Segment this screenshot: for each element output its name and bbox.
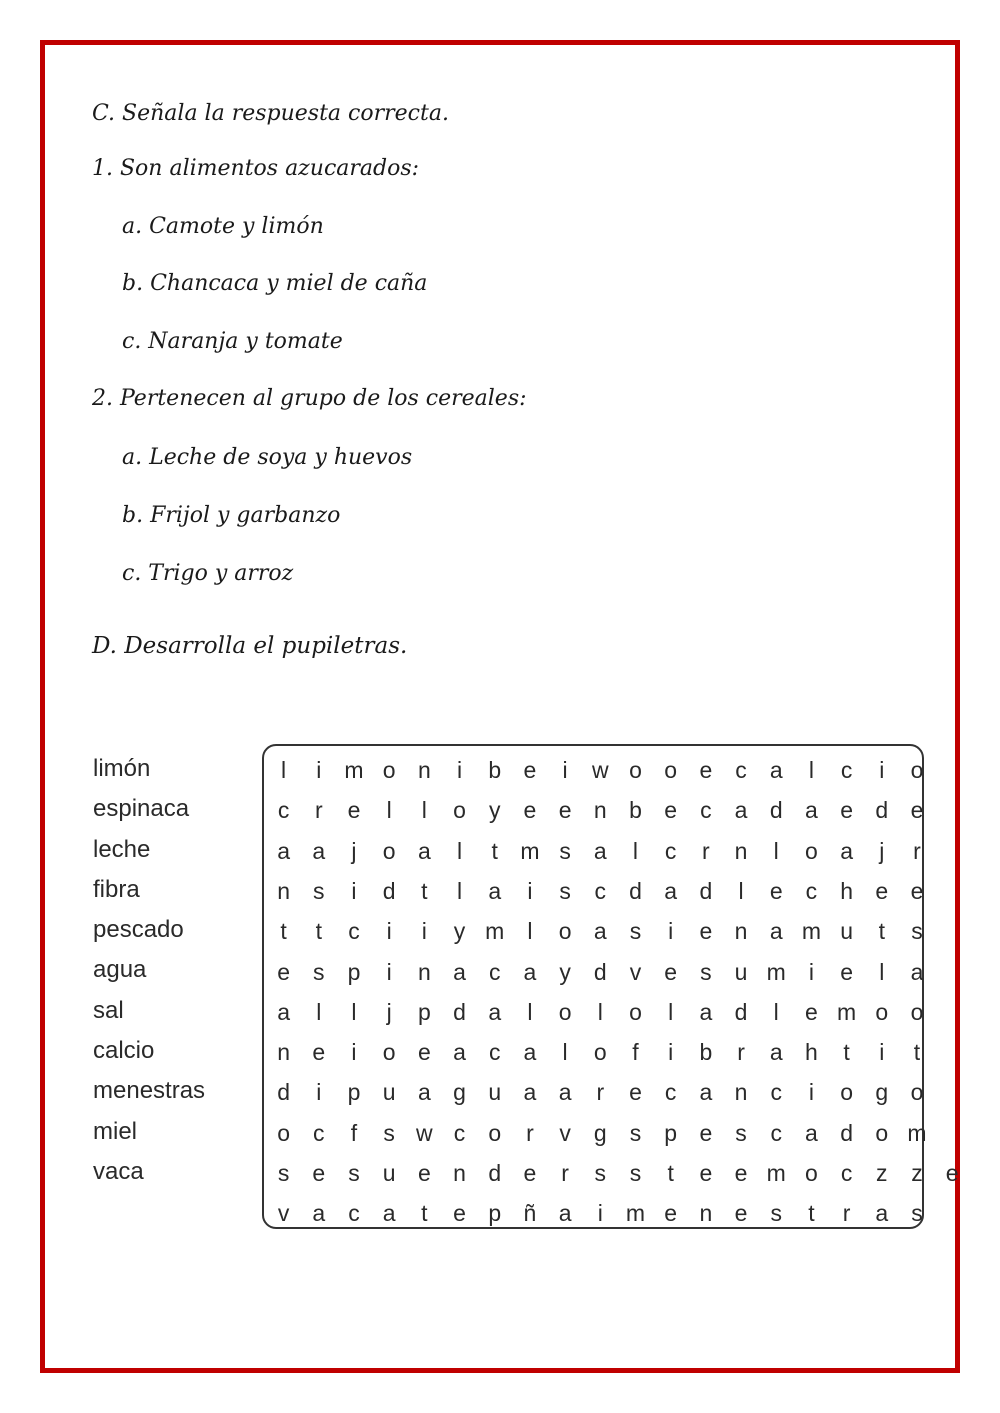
grid-letter[interactable]: n	[453, 1160, 466, 1186]
grid-letter[interactable]: c	[488, 1039, 501, 1066]
grid-letter[interactable]: e	[875, 877, 889, 904]
grid-letter[interactable]: n	[734, 1079, 748, 1106]
grid-letter[interactable]: e	[523, 797, 537, 824]
grid-letter[interactable]: e	[664, 1200, 678, 1227]
grid-letter[interactable]: e	[734, 1160, 748, 1186]
grid-letter[interactable]: v	[629, 958, 642, 985]
grid-letter[interactable]: l	[562, 1039, 568, 1066]
grid-letter[interactable]: p	[488, 1200, 502, 1227]
grid-letter[interactable]: r	[596, 1079, 605, 1106]
grid-letter[interactable]: f	[632, 1039, 639, 1066]
grid-letter[interactable]: i	[879, 757, 885, 783]
grid-row	[266, 1072, 935, 1112]
grid-letter[interactable]: l	[527, 918, 533, 945]
grid-letter[interactable]: i	[316, 757, 322, 783]
grid-letter[interactable]: c	[700, 797, 712, 824]
grid-letter[interactable]: l	[351, 998, 357, 1025]
grid-letter[interactable]: ñ	[523, 1200, 537, 1227]
grid-letter[interactable]: t	[315, 918, 322, 945]
grid-letter[interactable]: m	[625, 1200, 646, 1227]
grid-letter[interactable]: m	[837, 998, 857, 1025]
grid-letter[interactable]: e	[699, 918, 713, 945]
grid-letter[interactable]: u	[382, 1079, 396, 1106]
grid-letter[interactable]: s	[911, 1200, 923, 1227]
grid-letter[interactable]: c	[488, 958, 501, 985]
grid-letter[interactable]: l	[773, 998, 779, 1025]
grid-letter[interactable]: j	[879, 837, 885, 864]
grid-letter[interactable]: o	[910, 1079, 924, 1106]
grid-letter[interactable]: i	[316, 1079, 322, 1106]
grid-letter[interactable]: d	[734, 998, 748, 1025]
grid-letter[interactable]: e	[664, 797, 678, 824]
word-list-item: calcio	[93, 1037, 155, 1065]
grid-letter[interactable]: n	[734, 918, 748, 945]
grid-letter[interactable]: c	[664, 837, 677, 864]
grid-letter[interactable]: y	[488, 797, 501, 824]
grid-letter[interactable]: s	[383, 1119, 395, 1146]
question-2-option-a[interactable]: a. Leche de soya y huevos	[122, 445, 413, 470]
grid-letter[interactable]: e	[277, 958, 290, 985]
grid-letter[interactable]: c	[840, 1160, 853, 1186]
grid-letter[interactable]: i	[386, 958, 392, 985]
grid-letter[interactable]: i	[351, 877, 357, 904]
grid-letter[interactable]: s	[911, 918, 923, 945]
grid-letter[interactable]: o	[558, 918, 572, 945]
grid-letter[interactable]: s	[700, 958, 712, 985]
grid-letter[interactable]: l	[773, 837, 779, 864]
grid-letter[interactable]: a	[805, 797, 818, 824]
grid-letter[interactable]: n	[277, 877, 290, 904]
grid-letter[interactable]: d	[453, 998, 466, 1025]
grid-letter[interactable]: o	[629, 757, 642, 783]
grid-letter[interactable]: a	[840, 837, 853, 864]
grid-letter[interactable]: d	[277, 1079, 290, 1106]
grid-letter[interactable]: d	[875, 797, 889, 824]
word-list-item: fibra	[93, 875, 140, 903]
grid-letter[interactable]: e	[417, 1160, 431, 1186]
word-list-item: menestras	[93, 1077, 206, 1105]
grid-letter[interactable]: r	[314, 797, 323, 824]
grid-letter[interactable]: e	[523, 757, 537, 783]
grid-letter[interactable]: r	[526, 1119, 534, 1146]
grid-letter[interactable]: u	[840, 918, 853, 945]
grid-letter[interactable]: o	[875, 1119, 889, 1146]
grid-letter[interactable]: c	[805, 877, 818, 904]
grid-letter[interactable]: a	[805, 1119, 818, 1146]
grid-letter[interactable]: s	[313, 958, 325, 985]
grid-letter[interactable]: s	[629, 1119, 642, 1146]
grid-letter[interactable]: l	[668, 998, 674, 1025]
grid-letter[interactable]: e	[769, 877, 783, 904]
grid-row	[266, 992, 935, 1032]
section-d-title: D. Desarrolla el pupiletras.	[92, 633, 408, 659]
grid-letter[interactable]: w	[591, 757, 609, 783]
grid-letter[interactable]: j	[386, 998, 392, 1025]
grid-letter[interactable]: t	[421, 1200, 428, 1227]
grid-letter[interactable]: l	[456, 837, 463, 864]
grid-letter[interactable]: d	[840, 1119, 853, 1146]
grid-letter[interactable]: v	[559, 1119, 571, 1146]
word-list-item: espinaca	[93, 795, 190, 823]
word-list-item: limón	[93, 755, 151, 782]
grid-letter[interactable]: e	[945, 1160, 959, 1186]
grid-letter[interactable]: e	[664, 958, 678, 985]
grid-letter[interactable]: l	[597, 998, 603, 1025]
grid-letter[interactable]: a	[523, 1039, 537, 1066]
grid-letter[interactable]: m	[907, 1119, 927, 1146]
grid-letter[interactable]: o	[382, 1039, 396, 1066]
grid-letter[interactable]: r	[842, 1200, 851, 1227]
grid-letter[interactable]: e	[699, 1119, 713, 1146]
word-list-item: sal	[93, 996, 124, 1024]
grid-letter[interactable]: c	[735, 757, 747, 783]
grid-letter[interactable]: e	[805, 998, 818, 1025]
grid-letter[interactable]: a	[417, 837, 431, 864]
word-list-item: pescado	[93, 916, 184, 944]
word-list-item: miel	[93, 1117, 138, 1145]
grid-letter[interactable]: o	[805, 1160, 818, 1186]
grid-letter[interactable]: n	[417, 757, 431, 783]
grid-letter[interactable]: l	[386, 797, 392, 824]
grid-letter[interactable]: i	[527, 877, 533, 904]
grid-letter[interactable]: e	[558, 797, 572, 824]
grid-letter[interactable]: d	[488, 1160, 502, 1186]
grid-letter[interactable]: t	[280, 918, 287, 945]
grid-letter[interactable]: s	[277, 1160, 290, 1186]
grid-letter[interactable]: i	[351, 1039, 357, 1066]
grid-letter[interactable]: n	[699, 1200, 713, 1227]
grid-letter[interactable]: t	[491, 837, 498, 864]
grid-letter[interactable]: p	[417, 998, 431, 1025]
grid-letter[interactable]: a	[558, 1079, 572, 1106]
grid-letter[interactable]: c	[664, 1079, 677, 1106]
grid-letter[interactable]: o	[629, 998, 642, 1025]
grid-letter[interactable]: a	[417, 1079, 431, 1106]
grid-letter[interactable]: a	[699, 1079, 713, 1106]
grid-letter[interactable]: o	[453, 797, 466, 824]
grid-letter[interactable]: s	[735, 1119, 747, 1146]
grid-letter[interactable]: c	[840, 757, 853, 783]
grid-letter[interactable]: e	[453, 1200, 466, 1227]
grid-letter[interactable]: o	[805, 837, 818, 864]
grid-letter[interactable]: i	[808, 958, 814, 985]
grid-letter[interactable]: d	[629, 877, 642, 904]
grid-letter[interactable]: u	[382, 1160, 396, 1186]
grid-letter[interactable]: a	[593, 837, 607, 864]
grid-letter[interactable]: f	[350, 1119, 358, 1146]
grid-letter[interactable]: w	[416, 1119, 433, 1146]
grid-letter[interactable]: z	[911, 1160, 923, 1186]
word-search-grid[interactable]	[262, 744, 959, 1229]
grid-letter[interactable]: l	[808, 757, 814, 783]
grid-letter[interactable]: o	[488, 1119, 502, 1146]
grid-letter[interactable]: a	[277, 837, 290, 864]
grid-letter[interactable]: o	[558, 998, 572, 1025]
word-list	[93, 753, 205, 1196]
grid-letter[interactable]: o	[593, 1039, 607, 1066]
grid-letter[interactable]: o	[910, 757, 924, 783]
grid-letter[interactable]: n	[417, 958, 431, 985]
grid-letter[interactable]: l	[456, 877, 463, 904]
grid-row	[266, 911, 935, 951]
grid-letter[interactable]: g	[593, 1119, 607, 1146]
grid-letter[interactable]: e	[629, 1079, 642, 1106]
grid-letter[interactable]: o	[664, 757, 678, 783]
grid-letter[interactable]: d	[769, 797, 783, 824]
grid-letter[interactable]: a	[769, 918, 783, 945]
grid-letter[interactable]: l	[316, 998, 322, 1025]
grid-letter[interactable]: v	[277, 1200, 290, 1227]
grid-letter[interactable]: o	[840, 1079, 853, 1106]
grid-letter[interactable]: o	[910, 998, 924, 1025]
grid-letter[interactable]: i	[386, 918, 392, 945]
grid-letter[interactable]: s	[629, 918, 642, 945]
grid-letter[interactable]: c	[348, 1200, 360, 1227]
grid-letter[interactable]: c	[313, 1119, 325, 1146]
grid-letter[interactable]: a	[382, 1200, 396, 1227]
grid-letter[interactable]: a	[699, 998, 713, 1025]
grid-letter[interactable]: s	[559, 837, 571, 864]
grid-letter[interactable]: e	[523, 1160, 537, 1186]
grid-row	[266, 1113, 935, 1153]
grid-letter[interactable]: e	[312, 1039, 326, 1066]
grid-letter[interactable]: e	[699, 757, 713, 783]
grid-letter[interactable]: y	[453, 918, 466, 945]
grid-letter[interactable]: i	[456, 757, 463, 783]
grid-letter[interactable]: a	[734, 797, 748, 824]
grid-letter[interactable]: c	[348, 918, 360, 945]
grid-letter[interactable]: o	[875, 998, 889, 1025]
question-2-option-b[interactable]: b. Frijol y garbanzo	[122, 503, 341, 528]
question-1-option-b[interactable]: b. Chancaca y miel de caña	[122, 271, 428, 296]
grid-letter[interactable]: d	[699, 877, 713, 904]
grid-letter[interactable]: l	[738, 877, 744, 904]
grid-letter[interactable]: e	[910, 797, 924, 824]
grid-letter[interactable]: c	[770, 1079, 782, 1106]
grid-letter[interactable]: y	[559, 958, 571, 985]
grid-letter[interactable]: n	[734, 837, 748, 864]
grid-letter[interactable]: a	[769, 757, 783, 783]
grid-letter[interactable]: a	[523, 1079, 537, 1106]
grid-letter[interactable]: c	[770, 1119, 782, 1146]
grid-letter[interactable]: m	[485, 918, 505, 945]
grid-letter[interactable]: s	[770, 1200, 782, 1227]
grid-letter[interactable]: e	[312, 1160, 326, 1186]
grid-letter[interactable]: a	[312, 837, 326, 864]
grid-row	[266, 831, 935, 871]
grid-letter[interactable]: e	[840, 797, 853, 824]
grid-letter[interactable]: i	[808, 1079, 814, 1106]
grid-letter[interactable]: e	[910, 877, 924, 904]
grid-letter[interactable]: d	[382, 877, 396, 904]
grid-letter[interactable]: a	[312, 1200, 326, 1227]
grid-letter[interactable]: u	[734, 958, 748, 985]
grid-letter[interactable]: r	[737, 1039, 745, 1066]
grid-letter[interactable]: e	[699, 1160, 713, 1186]
grid-letter[interactable]: o	[382, 757, 396, 783]
grid-letter[interactable]: r	[702, 837, 710, 864]
grid-letter[interactable]: i	[421, 918, 427, 945]
grid-letter[interactable]: o	[382, 837, 396, 864]
question-2-prompt: 2. Pertenecen al grupo de los cereales:	[92, 386, 527, 411]
grid-letter[interactable]: t	[808, 1200, 815, 1227]
grid-letter[interactable]: a	[488, 877, 502, 904]
grid-letter[interactable]: l	[527, 998, 533, 1025]
grid-letter[interactable]: a	[488, 998, 502, 1025]
grid-letter[interactable]: a	[558, 1200, 572, 1227]
grid-letter[interactable]: u	[488, 1079, 502, 1106]
grid-letter[interactable]: a	[453, 1039, 466, 1066]
grid-letter[interactable]: g	[453, 1079, 466, 1106]
question-2-option-c[interactable]: c. Trigo y arroz	[122, 561, 294, 586]
grid-letter[interactable]: h	[805, 1039, 818, 1066]
grid-letter[interactable]: j	[351, 837, 357, 864]
grid-letter[interactable]: c	[453, 1119, 466, 1146]
grid-letter[interactable]: i	[668, 918, 674, 945]
grid-letter[interactable]: e	[734, 1200, 748, 1227]
grid-letter[interactable]: h	[840, 877, 853, 904]
grid-letter[interactable]: a	[769, 1039, 783, 1066]
grid-letter[interactable]: c	[277, 797, 290, 824]
grid-letter[interactable]: b	[629, 797, 642, 824]
grid-letter[interactable]: n	[593, 797, 607, 824]
grid-letter[interactable]: m	[766, 1160, 786, 1186]
section-c-title: C. Señala la respuesta correcta.	[92, 101, 449, 126]
grid-letter[interactable]: a	[593, 918, 607, 945]
grid-letter[interactable]: p	[664, 1119, 678, 1146]
grid-letter[interactable]: c	[594, 877, 607, 904]
grid-letter[interactable]: m	[344, 757, 364, 783]
grid-letter[interactable]: t	[843, 1039, 850, 1066]
grid-row	[266, 1193, 935, 1233]
grid-letter[interactable]: l	[421, 797, 427, 824]
question-1-prompt: 1. Son alimentos azucarados:	[92, 156, 420, 181]
grid-letter[interactable]: p	[347, 958, 361, 985]
grid-letter[interactable]: s	[313, 877, 325, 904]
grid-letter[interactable]: i	[562, 757, 568, 783]
question-1-option-a[interactable]: a. Camote y limón	[122, 214, 324, 239]
grid-letter[interactable]: a	[910, 958, 924, 985]
grid-letter[interactable]: i	[668, 1039, 674, 1066]
grid-letter[interactable]: r	[913, 837, 921, 864]
grid-letter[interactable]: s	[559, 877, 571, 904]
grid-letter[interactable]: b	[699, 1039, 713, 1066]
grid-letter[interactable]: i	[597, 1200, 603, 1227]
grid-letter[interactable]: e	[347, 797, 361, 824]
grid-row	[266, 952, 935, 992]
grid-letter[interactable]: t	[667, 1160, 674, 1186]
grid-letter[interactable]: i	[879, 1039, 885, 1066]
grid-letter[interactable]: e	[840, 958, 853, 985]
grid-letter[interactable]: m	[801, 918, 821, 945]
grid-letter[interactable]: r	[561, 1160, 569, 1186]
grid-letter[interactable]: t	[878, 918, 885, 945]
grid-letter[interactable]: t	[421, 877, 428, 904]
grid-letter[interactable]: a	[277, 998, 290, 1025]
grid-row	[266, 790, 935, 830]
word-list-item: agua	[93, 956, 147, 984]
grid-letter[interactable]: a	[523, 958, 537, 985]
grid-letter[interactable]: n	[277, 1039, 290, 1066]
grid-letter[interactable]: l	[879, 958, 885, 985]
grid-letter[interactable]: b	[488, 757, 502, 783]
word-list-item: vaca	[93, 1157, 144, 1185]
grid-letter[interactable]: s	[348, 1160, 360, 1186]
word-list-item: leche	[93, 835, 151, 863]
grid-letter[interactable]: z	[876, 1160, 888, 1186]
grid-letter[interactable]: g	[875, 1079, 889, 1106]
grid-letter[interactable]: s	[594, 1160, 607, 1186]
grid-letter[interactable]: o	[277, 1119, 290, 1146]
grid-letter[interactable]: a	[453, 958, 466, 985]
grid-row	[266, 1153, 970, 1193]
grid-row	[266, 871, 935, 911]
grid-letter[interactable]: m	[766, 958, 786, 985]
grid-letter[interactable]: a	[664, 877, 678, 904]
grid-letter[interactable]: l	[632, 837, 639, 864]
grid-letter[interactable]: m	[520, 837, 540, 864]
grid-letter[interactable]: a	[875, 1200, 889, 1227]
grid-letter[interactable]: e	[417, 1039, 431, 1066]
grid-letter[interactable]: t	[913, 1039, 921, 1066]
grid-letter[interactable]: p	[347, 1079, 361, 1106]
grid-row	[266, 1032, 935, 1072]
grid-letter[interactable]: d	[593, 958, 607, 985]
grid-letter[interactable]: s	[629, 1160, 642, 1186]
grid-row	[266, 750, 935, 790]
question-1-option-c[interactable]: c. Naranja y tomate	[122, 329, 343, 354]
grid-letter[interactable]: l	[281, 757, 287, 783]
